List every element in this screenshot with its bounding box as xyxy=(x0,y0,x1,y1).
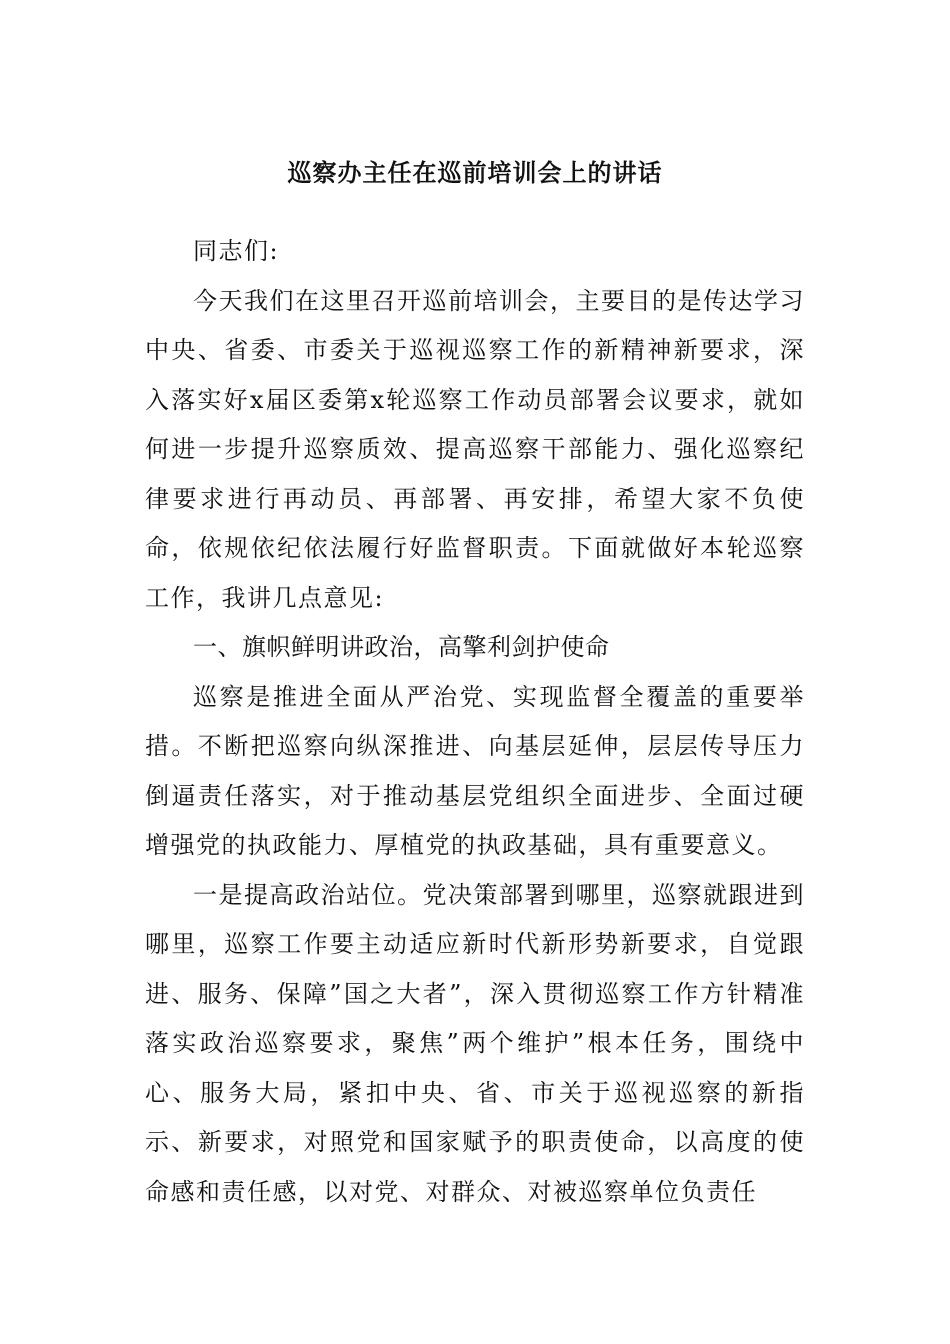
document-title: 巡察办主任在巡前培训会上的讲话 xyxy=(287,158,663,187)
document-body xyxy=(145,227,805,1217)
paragraph-section-1: 巡察是推进全面从严治党、实现监督全覆盖的重要举措。不断把巡察向纵深推进、向基层延伸，层层传导压力倒逼责任落实，对于推动基层党组织全面进步、全面过硬增强党的执政能力、厚植党的执政基础，具有重要意义。 xyxy=(145,682,805,859)
paragraph-intro: 今天我们在这里召开巡前培训会，主要目的是传达学习中央、省委、市委关于巡视巡察工作的新精神新要求，深入落实好x届区委第x轮巡察工作动员部署会议要求，就如何进一步提升巡察质效、提高巡察干部能力、强化巡察纪律要求进行再动员、再部署、再安排，希望大家不负使命，依规依纪依法履行好监督职责。下面就做好本轮巡察工作，我讲几点意见: xyxy=(145,286,805,612)
salutation: 同志们: xyxy=(193,237,280,265)
paragraph-point-1: 一是提高政治站位。党决策部署到哪里，巡察就跟进到哪里，巡察工作要主动适应新时代新形势新要求，自觉跟进、服务、保障”国之大者”，深入贯彻巡察工作方针精准落实政治巡察要求，聚焦”两个维护”根本任务，围绕中心、服务大局，紧扣中央、省、市关于巡视巡察的新指示、新要求，对照党和国家赋予的职责使命，以高度的使命感和责任感，以对党、对群众、对被巡察单位负责任 xyxy=(145,880,805,1206)
section-heading-1: 一、旗帜鲜明讲政治，高擎利剑护使命 xyxy=(193,633,610,661)
